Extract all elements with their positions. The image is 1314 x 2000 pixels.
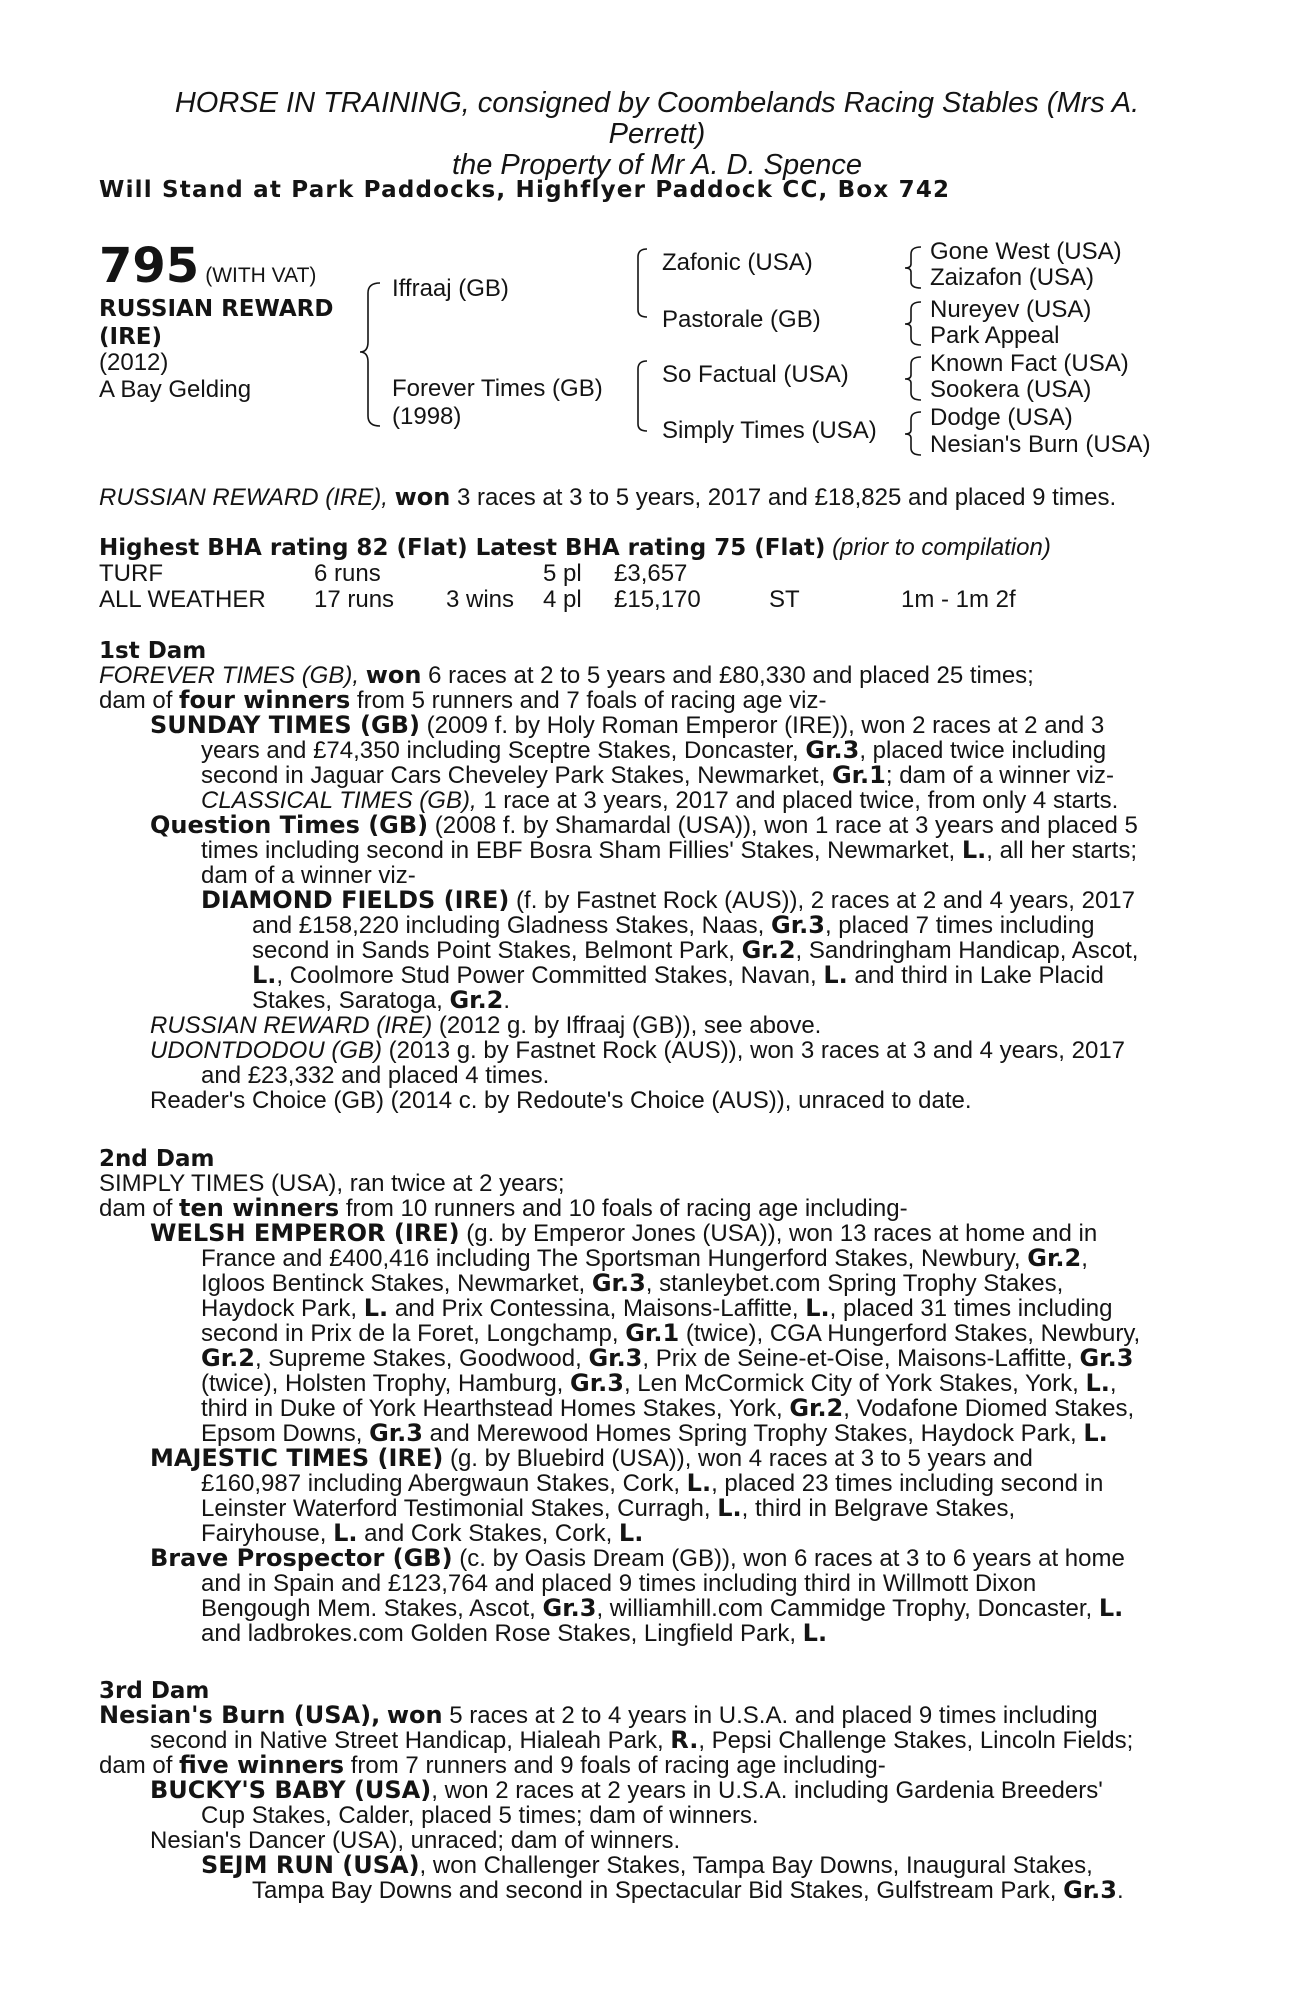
grade: R. bbox=[670, 1726, 699, 1754]
record-aw-money: £15,170 bbox=[614, 586, 701, 613]
pedigree-sire-dam: Pastorale (GB) bbox=[662, 306, 821, 333]
ratings-bold: Highest BHA rating 82 (Flat) Latest BHA rating 75 (Flat) bbox=[99, 535, 826, 561]
horse-name-line-1: RUSSIAN REWARD bbox=[99, 296, 334, 322]
third-dam-intro bbox=[99, 1703, 1098, 1728]
third-dam-intro-line-2 bbox=[150, 1728, 1133, 1753]
text: , Sandringham Handicap, Ascot, bbox=[795, 937, 1139, 964]
text: and third in Lake Placid bbox=[847, 962, 1104, 989]
lot-vat: (WITH VAT) bbox=[205, 264, 317, 287]
grade: Gr.2 bbox=[1027, 1244, 1082, 1272]
grade: Gr.2 bbox=[449, 986, 504, 1014]
dam-of-count: four winners bbox=[179, 686, 351, 714]
bha-ratings bbox=[99, 535, 1051, 561]
stand-location: Will Stand at Park Paddocks, Highflyer Paddock CC, Box 742 bbox=[99, 177, 951, 203]
text: and £158,220 including Gladness Stakes, Naas, bbox=[252, 912, 772, 939]
text: , bbox=[1109, 1370, 1117, 1397]
race-summary bbox=[99, 485, 1116, 510]
grade: L. bbox=[1085, 1369, 1110, 1397]
dam-of-post: from 5 runners and 7 foals of racing age viz- bbox=[350, 687, 827, 714]
text: years and £74,350 including Sceptre Stakes, Doncaster, bbox=[201, 737, 806, 764]
text: , Supreme Stakes, Goodwood, bbox=[254, 1345, 589, 1372]
produce-diamond-fields bbox=[201, 888, 1135, 913]
record-aw-surface: ST bbox=[769, 586, 800, 613]
grade: L. bbox=[802, 1619, 828, 1647]
first-dam-won: won bbox=[365, 661, 422, 689]
produce-sunday-times bbox=[150, 713, 1104, 738]
text: Epsom Downs, bbox=[201, 1420, 370, 1447]
produce-welsh-line-8 bbox=[201, 1396, 1134, 1421]
grade: Gr.2 bbox=[789, 1394, 844, 1422]
text: . bbox=[503, 987, 511, 1014]
produce-sunday-line-4 bbox=[201, 788, 1118, 813]
grade: Gr.1 bbox=[625, 1319, 680, 1347]
grandproduce-name: CLASSICAL TIMES (GB), bbox=[201, 787, 477, 814]
summary-won: won bbox=[394, 483, 451, 511]
text: dam of bbox=[99, 1195, 180, 1222]
grade: L. bbox=[363, 1294, 389, 1322]
record-aw-runs: 17 runs bbox=[314, 586, 395, 613]
grade: L. bbox=[1083, 1419, 1108, 1447]
dam-of-count: five winners bbox=[179, 1751, 345, 1779]
text: times including second in EBF Bosra Sham Fillies' Stakes, Newmarket, bbox=[201, 837, 962, 864]
grade: Gr.2 bbox=[741, 936, 796, 964]
produce-name: SEJM RUN (USA) bbox=[201, 1851, 420, 1879]
grade: Gr.2 bbox=[201, 1344, 255, 1372]
grade: Gr.3 bbox=[805, 736, 860, 764]
summary-text: 3 races at 3 to 5 years, 2017 and £18,825 and placed 9 times. bbox=[450, 484, 1117, 511]
text: (twice), Holsten Trophy, Hamburg, bbox=[201, 1370, 571, 1397]
produce-name: Brave Prospector (GB) bbox=[150, 1544, 453, 1572]
text: , placed 23 times including second in bbox=[711, 1470, 1104, 1497]
text: second in Sands Point Stakes, Belmont Park, bbox=[252, 937, 742, 964]
text: Igloos Bentinck Stakes, Newmarket, bbox=[201, 1270, 592, 1297]
grade: Gr.3 bbox=[588, 1344, 643, 1372]
grade: Gr.3 bbox=[570, 1369, 624, 1397]
text: 1 race at 3 years, 2017 and placed twice, from only 4 starts. bbox=[476, 787, 1119, 814]
pedigree-sds: Nureyev (USA) bbox=[930, 296, 1092, 323]
produce-welsh-line-6 bbox=[201, 1346, 1133, 1371]
third-dam-heading: 3rd Dam bbox=[99, 1678, 210, 1704]
record-aw-label: ALL WEATHER bbox=[99, 586, 266, 613]
text: Bengough Mem. Stakes, Ascot, bbox=[201, 1595, 543, 1622]
text: , placed 31 times including bbox=[829, 1295, 1113, 1322]
first-dam-intro-text: 6 races at 2 to 5 years and £80,330 and placed 25 times; bbox=[421, 662, 1034, 689]
pedigree-ssd: Zaizafon (USA) bbox=[930, 264, 1095, 291]
grade: Gr.3 bbox=[369, 1419, 423, 1447]
produce-diamond-line-2 bbox=[252, 913, 1094, 938]
header-line-2: Perrett) bbox=[608, 118, 706, 150]
produce-buckys-baby bbox=[150, 1778, 1103, 1803]
record-turf-runs: 6 runs bbox=[314, 560, 381, 587]
grade: L. bbox=[618, 1519, 644, 1547]
grade: Gr.3 bbox=[542, 1594, 597, 1622]
produce-brave-line-2: and in Spain and £123,764 and placed 9 times including third in Willmott Dixon bbox=[201, 1570, 1037, 1597]
grade: L. bbox=[1098, 1594, 1124, 1622]
text: Stakes, Saratoga, bbox=[252, 987, 450, 1014]
text: second in Jaguar Cars Cheveley Park Stakes, Newmarket, bbox=[201, 762, 832, 789]
produce-line: (2009 f. by Holy Roman Emperor (IRE)), won 2 races at 2 and 3 bbox=[419, 712, 1105, 739]
grade: Gr.3 bbox=[1063, 1876, 1117, 1904]
pedigree-sss: Gone West (USA) bbox=[930, 238, 1122, 265]
pedigree-sire-sire: Zafonic (USA) bbox=[662, 249, 813, 276]
pedigree-sire: Iffraaj (GB) bbox=[392, 275, 509, 302]
grade: L. bbox=[252, 961, 277, 989]
pedigree-sdd: Park Appeal bbox=[930, 322, 1060, 349]
text: , stanleybet.com Spring Trophy Stakes, bbox=[645, 1270, 1064, 1297]
produce-welsh-line-5 bbox=[201, 1321, 1140, 1346]
produce-name: DIAMOND FIELDS (IRE) bbox=[201, 886, 510, 914]
text: and Merewood Homes Spring Trophy Stakes, Haydock Park, bbox=[423, 1420, 1084, 1447]
pedigree-dds: Dodge (USA) bbox=[930, 404, 1073, 431]
first-dam-name: FOREVER TIMES (GB), bbox=[99, 662, 360, 689]
produce-brave-line-4 bbox=[201, 1621, 827, 1646]
text: France and £400,416 including The Sportsman Hungerford Stakes, Newbury, bbox=[201, 1245, 1028, 1272]
text: , placed 7 times including bbox=[824, 912, 1095, 939]
text: , Len McCormick City of York Stakes, York, bbox=[623, 1370, 1086, 1397]
produce-sunday-line-2 bbox=[201, 738, 1106, 763]
text: (2012 g. by Iffraaj (GB)), see above. bbox=[432, 1012, 822, 1039]
second-dam-dam-of bbox=[99, 1196, 908, 1221]
produce-majestic-line-2 bbox=[201, 1471, 1103, 1496]
text: , third in Belgrave Stakes, bbox=[741, 1495, 1016, 1522]
produce-diamond-line-3 bbox=[252, 938, 1138, 963]
text: 5 races at 2 to 4 years in U.S.A. and placed 9 times including bbox=[442, 1702, 1098, 1729]
text: from 7 runners and 9 foals of racing age including- bbox=[344, 1752, 886, 1779]
grade: L. bbox=[686, 1469, 712, 1497]
text: £160,987 including Abergwaun Stakes, Cork, bbox=[201, 1470, 687, 1497]
text: , Coolmore Stud Power Committed Stakes, Navan, bbox=[276, 962, 824, 989]
grade: Gr.3 bbox=[771, 911, 825, 939]
pedigree-dam: Forever Times (GB) bbox=[392, 375, 603, 402]
produce-majestic-line-4 bbox=[201, 1521, 643, 1546]
produce-line: (f. by Fastnet Rock (AUS)), 2 races at 2 and 4 years, 2017 bbox=[509, 887, 1135, 914]
first-dam-heading: 1st Dam bbox=[99, 638, 207, 664]
produce-nesians-dancer: Nesian's Dancer (USA), unraced; dam of winners. bbox=[150, 1827, 681, 1854]
text: from 10 runners and 10 foals of racing age including- bbox=[339, 1195, 908, 1222]
text: (2013 g. by Fastnet Rock (AUS)), won 3 races at 3 and 4 years, 2017 bbox=[381, 1037, 1126, 1064]
produce-majestic-times bbox=[150, 1446, 1033, 1471]
text: , won 2 races at 2 years in U.S.A. including Gardenia Breeders' bbox=[431, 1777, 1103, 1804]
text: and Prix Contessina, Maisons-Laffitte, bbox=[388, 1295, 806, 1322]
pedigree-dam-year: (1998) bbox=[392, 403, 462, 430]
text: (twice), CGA Hungerford Stakes, Newbury, bbox=[679, 1320, 1141, 1347]
produce-readers-choice: Reader's Choice (GB) (2014 c. by Redoute's Choice (AUS)), unraced to date. bbox=[150, 1087, 972, 1114]
text: Haydock Park, bbox=[201, 1295, 364, 1322]
text: , Prix de Seine-et-Oise, Maisons-Laffitte, bbox=[642, 1345, 1080, 1372]
record-aw-wins: 3 wins bbox=[446, 586, 515, 613]
produce-welsh-line-9 bbox=[201, 1421, 1108, 1446]
record-turf-label: TURF bbox=[99, 560, 163, 587]
produce-diamond-line-5 bbox=[252, 988, 510, 1013]
pedigree-dam-sire: So Factual (USA) bbox=[662, 361, 849, 388]
text: dam of bbox=[99, 1752, 180, 1779]
produce-majestic-line-3 bbox=[201, 1496, 1015, 1521]
produce-welsh-line-2 bbox=[201, 1246, 1088, 1271]
text: , williamhill.com Cammidge Trophy, Doncaster, bbox=[596, 1595, 1099, 1622]
second-dam-intro: SIMPLY TIMES (USA), ran twice at 2 years; bbox=[99, 1170, 565, 1197]
record-aw-placed: 4 pl bbox=[543, 586, 582, 613]
produce-name: UDONTDODOU (GB) bbox=[150, 1037, 382, 1064]
produce-diamond-line-4 bbox=[252, 963, 1104, 988]
produce-udontdodou-line-2: and £23,332 and placed 4 times. bbox=[201, 1062, 550, 1089]
text: and Cork Stakes, Cork, bbox=[357, 1520, 619, 1547]
pedigree-dss: Known Fact (USA) bbox=[930, 350, 1129, 377]
produce-buckys-line-2: Cup Stakes, Calder, placed 5 times; dam of winners. bbox=[201, 1802, 759, 1829]
third-dam-dam-of bbox=[99, 1753, 886, 1778]
lot-number: 795 bbox=[99, 238, 200, 294]
produce-name: WELSH EMPEROR (IRE) bbox=[150, 1219, 460, 1247]
produce-welsh-line-4 bbox=[201, 1296, 1113, 1321]
text: (g. by Emperor Jones (USA)), won 13 races at home and in bbox=[459, 1220, 1098, 1247]
produce-name: RUSSIAN REWARD (IRE) bbox=[150, 1012, 433, 1039]
produce-welsh-line-7 bbox=[201, 1371, 1117, 1396]
text: , bbox=[1081, 1245, 1088, 1272]
produce-sejm-run bbox=[201, 1853, 1093, 1878]
horse-year: (2012) bbox=[99, 349, 169, 376]
produce-welsh-line-3 bbox=[201, 1271, 1063, 1296]
produce-udontdodou bbox=[150, 1038, 1125, 1063]
grade: L. bbox=[823, 961, 848, 989]
text: Tampa Bay Downs and second in Spectacular Bid Stakes, Gulfstream Park, bbox=[252, 1877, 1064, 1904]
summary-horse: RUSSIAN REWARD (IRE), bbox=[99, 484, 388, 511]
first-dam-dam-of bbox=[99, 688, 826, 713]
grade: L. bbox=[717, 1494, 742, 1522]
text: , all her starts; bbox=[986, 837, 1138, 864]
text: third in Duke of York Hearthstead Homes Stakes, York, bbox=[201, 1395, 790, 1422]
text: . bbox=[1117, 1877, 1124, 1904]
header-line-1: HORSE IN TRAINING, consigned by Coombelands Racing Stables (Mrs A. bbox=[174, 87, 1140, 119]
text: (g. by Bluebird (USA)), won 4 races at 3 to 5 years and bbox=[443, 1445, 1033, 1472]
produce-sejm-line-2 bbox=[252, 1878, 1124, 1903]
grade: L. bbox=[805, 1294, 830, 1322]
second-dam-heading: 2nd Dam bbox=[99, 1146, 215, 1172]
grade: Gr.3 bbox=[1079, 1344, 1134, 1372]
header-line-3: the Property of Mr A. D. Spence bbox=[452, 149, 862, 181]
third-dam-won: won bbox=[386, 1701, 443, 1729]
produce-line: (2008 f. by Shamardal (USA)), won 1 race at 3 years and placed 5 bbox=[428, 812, 1138, 839]
grade: L. bbox=[961, 836, 987, 864]
pedigree-ddd: Nesian's Burn (USA) bbox=[930, 431, 1151, 458]
grade: L. bbox=[333, 1519, 358, 1547]
produce-question-times bbox=[150, 813, 1138, 838]
horse-name-line-2: (IRE) bbox=[99, 324, 163, 350]
produce-brave-line-3 bbox=[201, 1596, 1123, 1621]
text: (c. by Oasis Dream (GB)), won 6 races at 3 to 6 years at home bbox=[452, 1545, 1125, 1572]
text: , Vodafone Diomed Stakes, bbox=[843, 1395, 1135, 1422]
produce-name: Question Times (GB) bbox=[150, 811, 429, 839]
ratings-note: (prior to compilation) bbox=[832, 534, 1051, 561]
record-aw-distance: 1m - 1m 2f bbox=[901, 586, 1016, 613]
produce-welsh-emperor bbox=[150, 1221, 1097, 1246]
text: second in Native Street Handicap, Hialeah Park, bbox=[150, 1727, 671, 1754]
grade: Gr.3 bbox=[591, 1269, 646, 1297]
produce-name: BUCKY'S BABY (USA) bbox=[150, 1776, 432, 1804]
produce-russian-reward bbox=[150, 1013, 821, 1038]
pedigree-dam-dam: Simply Times (USA) bbox=[662, 417, 877, 444]
produce-name: MAJESTIC TIMES (IRE) bbox=[150, 1444, 444, 1472]
text: second in Prix de la Foret, Longchamp, bbox=[201, 1320, 626, 1347]
text: and ladbrokes.com Golden Rose Stakes, Lingfield Park, bbox=[201, 1620, 803, 1647]
pedigree-dsd: Sookera (USA) bbox=[930, 376, 1092, 403]
produce-sunday-line-3 bbox=[201, 763, 1114, 788]
record-turf-money: £3,657 bbox=[614, 560, 688, 587]
text: , won Challenger Stakes, Tampa Bay Downs, Inaugural Stakes, bbox=[419, 1852, 1093, 1879]
dam-of-count: ten winners bbox=[179, 1194, 340, 1222]
produce-question-line-2 bbox=[201, 838, 1137, 863]
dam-of-pre: dam of bbox=[99, 687, 180, 714]
produce-name: SUNDAY TIMES (GB) bbox=[150, 711, 420, 739]
text: ; dam of a winner viz- bbox=[885, 762, 1114, 789]
third-dam-name: Nesian's Burn (USA), bbox=[99, 1701, 381, 1729]
first-dam-intro bbox=[99, 663, 1034, 688]
grade: Gr.1 bbox=[831, 761, 886, 789]
produce-question-line-3: dam of a winner viz- bbox=[201, 862, 416, 889]
record-turf-placed: 5 pl bbox=[543, 560, 582, 587]
text: , Pepsi Challenge Stakes, Lincoln Fields; bbox=[698, 1727, 1134, 1754]
text: Leinster Waterford Testimonial Stakes, Curragh, bbox=[201, 1495, 718, 1522]
produce-brave-prospector bbox=[150, 1546, 1125, 1571]
text: , placed twice including bbox=[859, 737, 1107, 764]
text: Fairyhouse, bbox=[201, 1520, 334, 1547]
horse-description: A Bay Gelding bbox=[99, 376, 252, 403]
